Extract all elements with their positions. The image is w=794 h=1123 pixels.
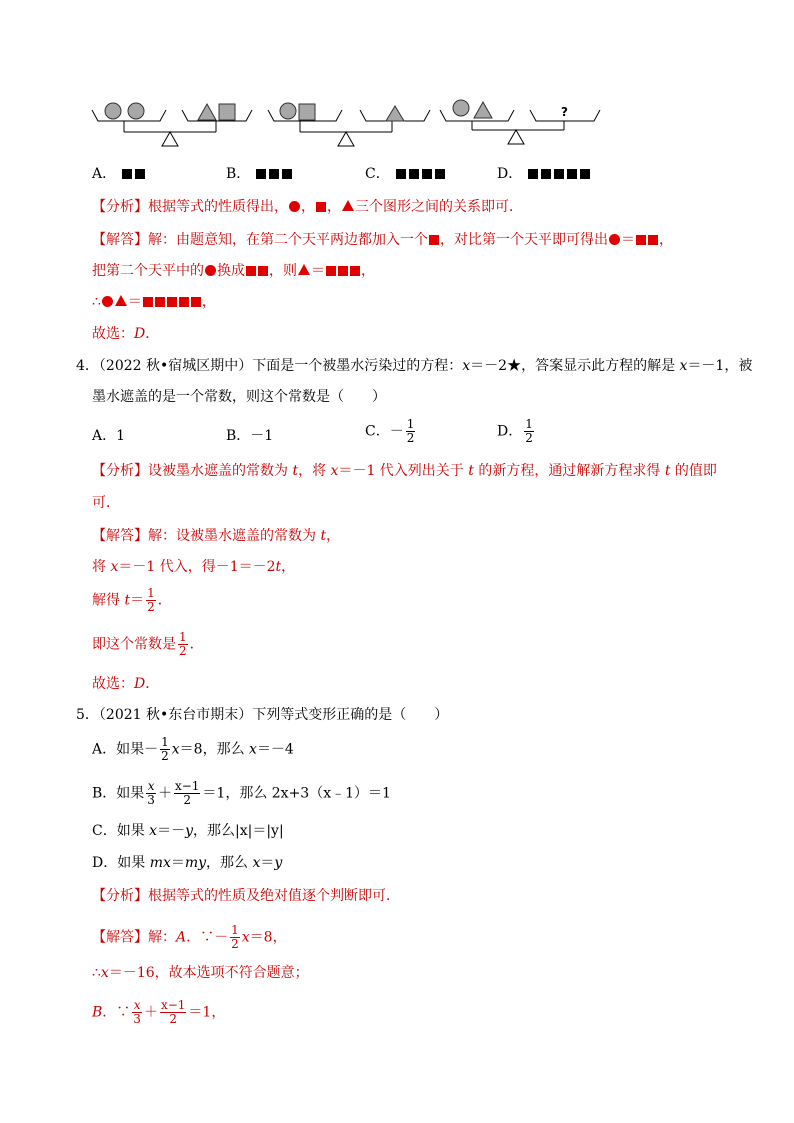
- q4-stem-line-1: 4．（2022 秋•宿城区期中）下面是一个被墨水污染过的方程：x＝－2★，答案显示此方程的解是 x＝－1，被: [76, 358, 753, 374]
- circle-shape: [105, 103, 121, 119]
- q5-answer-line-2: ∴x＝－16，故本选项不符合题意；: [92, 965, 309, 981]
- q5-answer-line-1: 【解答】解：A．∵－ $\frac{1}{2}$ x＝8，: [92, 923, 287, 951]
- red-square-icon: [350, 266, 360, 276]
- circle-shape: [280, 103, 296, 119]
- red-circle-icon: [289, 201, 300, 212]
- circle-shape: [128, 103, 144, 119]
- q4-choose: 故选：D．: [92, 676, 160, 692]
- q3-answer-line-3: ∴ ＝ ，: [92, 294, 216, 310]
- q5-option-a: A．如果－ $\frac{1}{2}$ x＝8，那么 x＝－4: [92, 735, 294, 763]
- red-triangle-icon: [298, 264, 310, 275]
- q4-option-d: D． $\frac{1}{2}$: [497, 417, 533, 445]
- option-b: B．: [226, 165, 295, 183]
- red-square-icon: [429, 235, 439, 245]
- q5-option-d: D．如果 mx＝my，那么 x＝y: [92, 855, 283, 871]
- red-triangle-icon: [342, 200, 354, 211]
- red-square-icon: [326, 266, 336, 276]
- q3-answer-line-1: 【解答】解：由题意知，在第二个天平两边都加入一个 ，对比第一个天平即可得出 ＝ ，: [92, 232, 673, 248]
- red-square-icon: [338, 266, 348, 276]
- option-d: D．: [497, 165, 593, 183]
- red-square-icon: [167, 297, 177, 307]
- option-a: A．: [92, 165, 148, 183]
- red-circle-icon: [205, 265, 216, 276]
- q5-answer-line-3: B．∵ $\frac{x}{3}$ ＋ $\frac{x-1}{2}$ ＝1，: [92, 998, 226, 1026]
- red-square-icon: [179, 297, 189, 307]
- q4-answer-line-2: 将 x＝－1 代入，得－1＝－2t，: [92, 559, 296, 575]
- balance-scales-figure: [0, 0, 794, 160]
- square-shape: [299, 104, 315, 120]
- q3-answer-line-2: 把第二个天平中的 换成 ，则 ＝ ，: [92, 263, 375, 279]
- red-circle-icon: [102, 296, 113, 307]
- red-square-icon: [636, 235, 646, 245]
- q4-answer-line-4: 即这个常数是 $\frac{1}{2}$ ．: [92, 630, 204, 658]
- q4-analysis-line-2: 可．: [92, 495, 120, 511]
- q5-stem: 5．（2021 秋•东台市期末）下列等式变形正确的是（ ）: [76, 707, 449, 723]
- q4-stem-line-2: 墨水遮盖的是一个常数，则这个常数是（ ）: [92, 389, 386, 405]
- red-square-icon: [316, 202, 326, 212]
- q4-option-b: B．－1: [226, 428, 274, 444]
- unknown-mark: ?: [561, 105, 568, 119]
- q3-analysis: 【分析】根据等式的性质得出， ， ， 三个图形之间的关系即可．: [92, 199, 523, 215]
- q4-analysis-line-1: 【分析】设被墨水遮盖的常数为 t，将 x＝－1 代入列出关于 t 的新方程，通过解新方程求得 t 的值即: [92, 463, 717, 479]
- q4-answer-line-3: 解得 t＝ $\frac{1}{2}$ ．: [92, 586, 172, 614]
- red-square-icon: [191, 297, 201, 307]
- triangle-shape: [386, 106, 404, 121]
- square-shape: [219, 104, 235, 120]
- q5-analysis: 【分析】根据等式的性质及绝对值逐个判断即可．: [92, 888, 400, 904]
- q5-option-c: C．如果 x＝－y，那么|x|＝|y|: [92, 823, 284, 839]
- red-square-icon: [246, 266, 256, 276]
- red-square-icon: [258, 266, 268, 276]
- q5-option-b: B．如果 $\frac{x}{3}$ ＋ $\frac{x-1}{2}$ ＝1，那么 2x+3（x﹣1）＝1: [92, 779, 391, 807]
- option-c: C．: [365, 165, 448, 183]
- red-square-icon: [155, 297, 165, 307]
- red-circle-icon: [609, 234, 620, 245]
- red-triangle-icon: [115, 295, 127, 306]
- q4-option-c: C．－ $\frac{1}{2}$: [365, 417, 415, 445]
- circle-shape: [453, 100, 469, 116]
- red-square-icon: [648, 235, 658, 245]
- q4-answer-line-1: 【解答】解：设被墨水遮盖的常数为 t，: [92, 528, 341, 544]
- red-square-icon: [143, 297, 153, 307]
- q3-choose: 故选：D．: [92, 326, 160, 342]
- triangle-shape: [198, 104, 216, 120]
- triangle-shape: [474, 102, 492, 118]
- q4-option-a: A．1: [92, 428, 126, 444]
